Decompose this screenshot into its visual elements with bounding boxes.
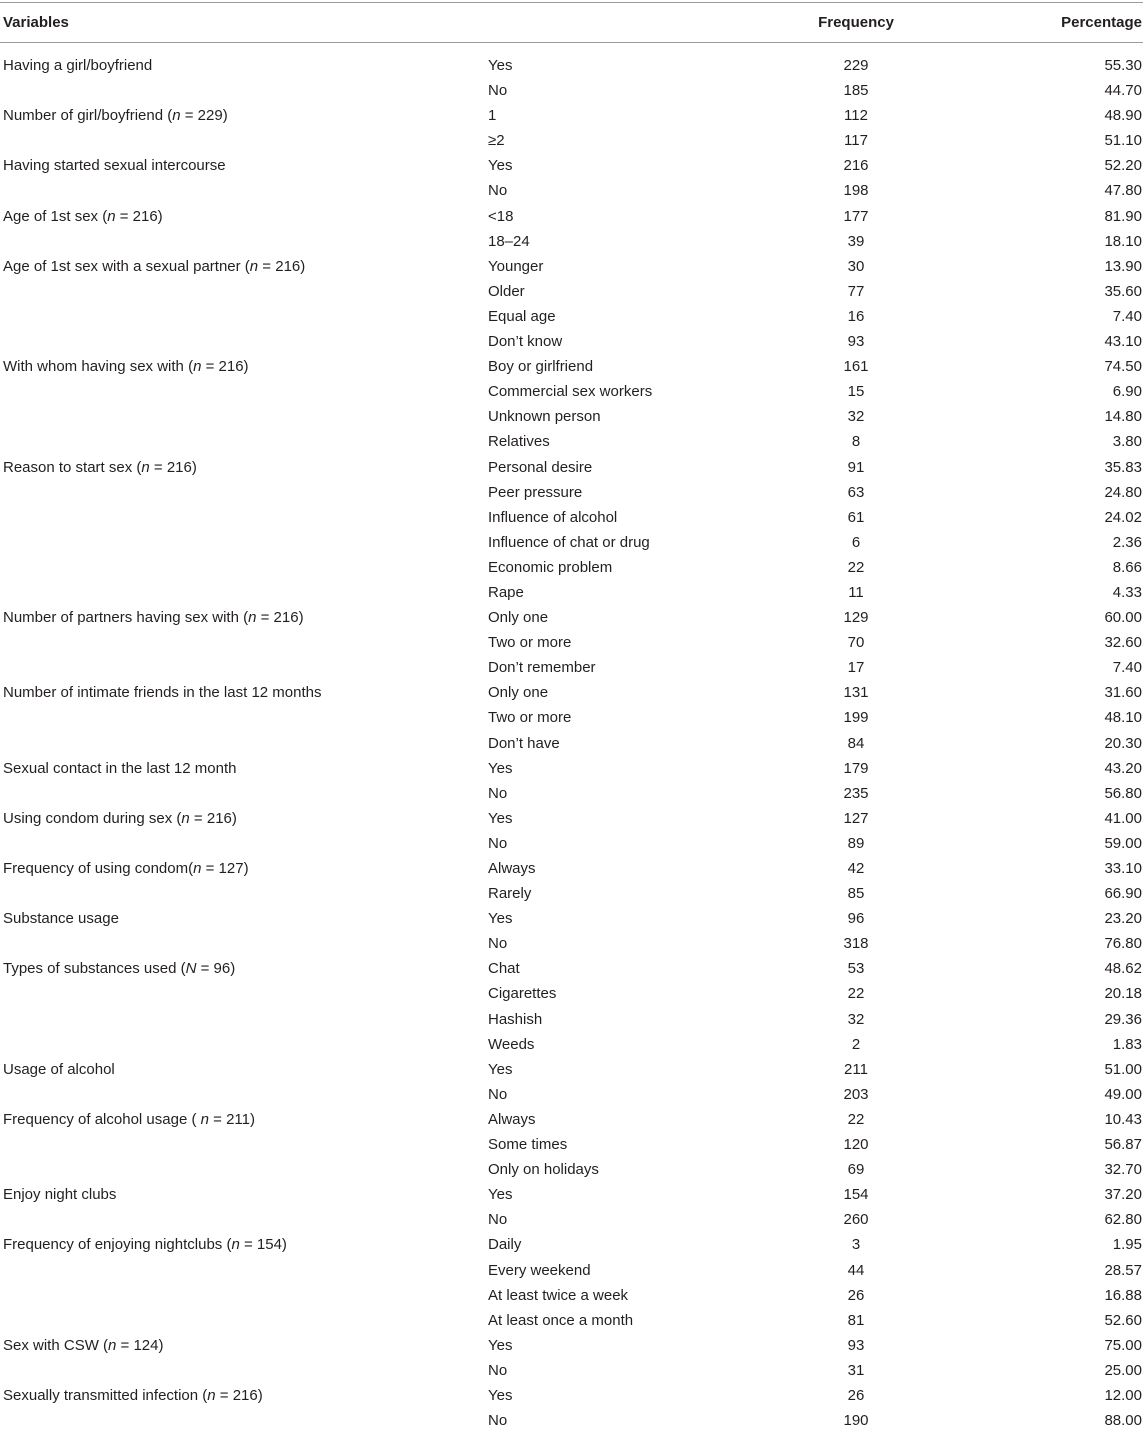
frequency-cell: 93 — [847, 333, 865, 351]
frequency-cell: 161 — [843, 358, 869, 376]
variable-cell: Number of intimate friends in the last 12 months — [3, 684, 322, 702]
category-cell: Personal desire — [488, 458, 593, 476]
table-row — [0, 580, 1143, 605]
category-cell: ≥2 — [488, 132, 505, 150]
frequency-cell: 81 — [847, 1311, 865, 1329]
frequency-cell: 190 — [843, 1412, 869, 1430]
category-cell: Yes — [488, 1336, 513, 1354]
category-cell: No — [488, 784, 508, 802]
percentage-cell: 35.83 — [1104, 458, 1142, 476]
category-cell: No — [488, 1361, 508, 1379]
table-row — [0, 1007, 1143, 1032]
percentage-cell: 29.36 — [1104, 1010, 1142, 1028]
percentage-cell: 35.60 — [1104, 282, 1142, 300]
frequency-cell: 39 — [847, 232, 865, 250]
frequency-cell: 22 — [847, 1110, 865, 1128]
percentage-cell: 48.10 — [1104, 709, 1142, 727]
category-cell: Weeds — [488, 1035, 535, 1053]
table-row — [0, 781, 1143, 806]
category-cell: Don’t remember — [488, 659, 596, 677]
frequency-cell: 32 — [847, 1010, 865, 1028]
category-cell: Every weekend — [488, 1261, 591, 1279]
frequency-cell: 85 — [847, 885, 865, 903]
frequency-cell: 127 — [843, 809, 869, 827]
category-cell: Unknown person — [488, 408, 601, 426]
category-cell: Economic problem — [488, 558, 613, 576]
column-header-variables: Variables — [3, 14, 69, 31]
table-row — [0, 103, 1143, 128]
percentage-cell: 41.00 — [1104, 809, 1142, 827]
percentage-cell: 55.30 — [1104, 57, 1142, 74]
table-row — [0, 153, 1143, 178]
category-cell: At least once a month — [488, 1311, 634, 1329]
percentage-cell: 52.20 — [1104, 157, 1142, 175]
percentage-cell: 60.00 — [1104, 609, 1142, 627]
column-header-percentage: Percentage — [1061, 14, 1142, 31]
frequency-cell: 26 — [847, 1386, 865, 1404]
category-cell: Daily — [488, 1236, 522, 1254]
percentage-cell: 75.00 — [1104, 1336, 1142, 1354]
frequency-cell: 63 — [847, 483, 865, 501]
frequency-cell: 11 — [848, 583, 864, 601]
frequency-cell: 229 — [843, 57, 869, 74]
percentage-cell: 3.80 — [1112, 433, 1142, 451]
table-row — [0, 354, 1143, 379]
category-cell: Peer pressure — [488, 483, 583, 501]
category-cell: Yes — [488, 809, 513, 827]
table-row — [0, 404, 1143, 429]
category-cell: No — [488, 834, 508, 852]
variable-cell: With whom having sex with (n = 216) — [3, 358, 249, 376]
category-cell: Two or more — [488, 709, 572, 727]
frequency-cell: 84 — [847, 734, 865, 752]
category-cell: Relatives — [488, 433, 550, 451]
frequency-cell: 235 — [843, 784, 869, 802]
percentage-cell: 56.87 — [1104, 1136, 1142, 1154]
table-row — [0, 480, 1143, 505]
frequency-cell: 17 — [847, 659, 865, 677]
category-cell: Yes — [488, 1060, 513, 1078]
frequency-cell: 44 — [847, 1261, 865, 1279]
category-cell: At least twice a week — [488, 1286, 629, 1304]
variable-cell: Sex with CSW (n = 124) — [3, 1336, 164, 1354]
category-cell: Chat — [488, 960, 520, 978]
category-cell: No — [488, 82, 508, 100]
percentage-cell: 20.30 — [1104, 734, 1142, 752]
percentage-cell: 62.80 — [1104, 1211, 1142, 1229]
percentage-cell: 51.10 — [1104, 132, 1142, 150]
table-row — [0, 1283, 1143, 1308]
category-cell: Always — [488, 1110, 536, 1128]
table-row — [0, 931, 1143, 956]
percentage-cell: 56.80 — [1104, 784, 1142, 802]
percentage-cell: 43.20 — [1104, 759, 1142, 777]
variable-cell: Reason to start sex (n = 216) — [3, 458, 197, 476]
frequency-cell: 42 — [847, 860, 865, 877]
variable-cell: Having started sexual intercourse — [3, 157, 226, 175]
category-cell: Influence of alcohol — [488, 508, 618, 526]
category-cell: Cigarettes — [488, 985, 557, 1003]
table-row — [0, 605, 1143, 630]
table-row — [0, 429, 1143, 454]
percentage-cell: 16.88 — [1104, 1286, 1142, 1304]
category-cell: Yes — [488, 157, 513, 175]
frequency-cell: 318 — [843, 935, 869, 953]
percentage-cell: 24.02 — [1104, 508, 1142, 526]
percentage-cell: 74.50 — [1104, 358, 1142, 376]
percentage-cell: 59.00 — [1104, 834, 1142, 852]
frequency-cell: 91 — [847, 458, 865, 476]
category-cell: Some times — [488, 1136, 568, 1154]
frequency-cell: 69 — [847, 1161, 865, 1179]
table-row — [0, 555, 1143, 580]
table-row — [0, 1107, 1143, 1132]
percentage-cell: 66.90 — [1104, 885, 1142, 903]
percentage-cell: 33.10 — [1104, 860, 1142, 877]
variable-cell: Frequency of enjoying nightclubs (n = 154) — [3, 1236, 287, 1254]
frequency-cell: 117 — [844, 132, 868, 150]
percentage-cell: 18.10 — [1104, 232, 1142, 250]
table-row — [0, 178, 1143, 203]
table-row — [0, 630, 1143, 655]
variable-cell: Age of 1st sex (n = 216) — [3, 207, 163, 225]
frequency-cell: 260 — [843, 1211, 869, 1229]
table-row — [0, 1258, 1143, 1283]
variable-cell: Number of girl/boyfriend (n = 229) — [3, 107, 228, 125]
category-cell: Rape — [488, 583, 524, 601]
frequency-cell: 112 — [844, 107, 868, 125]
percentage-cell: 88.00 — [1104, 1412, 1142, 1430]
frequency-cell: 96 — [847, 910, 865, 928]
table-row — [0, 806, 1143, 831]
variable-cell: Sexual contact in the last 12 month — [3, 759, 237, 777]
table-row — [0, 1082, 1143, 1107]
table-row — [0, 756, 1143, 781]
category-cell: No — [488, 1085, 508, 1103]
category-cell: Yes — [488, 759, 513, 777]
table-row — [0, 379, 1143, 404]
percentage-cell: 20.18 — [1104, 985, 1142, 1003]
category-cell: 18–24 — [488, 232, 530, 250]
frequency-cell: 203 — [843, 1085, 869, 1103]
percentage-cell: 37.20 — [1104, 1186, 1142, 1204]
variable-cell: Age of 1st sex with a sexual partner (n = 216) — [3, 257, 306, 275]
variable-cell: Sexually transmitted infection (n = 216) — [3, 1386, 263, 1404]
table-row — [0, 831, 1143, 856]
percentage-cell: 14.80 — [1104, 408, 1142, 426]
percentage-cell: 47.80 — [1104, 182, 1142, 200]
table-row — [0, 1383, 1143, 1408]
category-cell: Older — [488, 282, 525, 300]
table-row — [0, 53, 1143, 78]
frequency-cell: 32 — [847, 408, 865, 426]
variable-cell: Enjoy night clubs — [3, 1186, 117, 1204]
percentage-cell: 23.20 — [1104, 910, 1142, 928]
percentage-cell: 48.62 — [1104, 960, 1142, 978]
frequency-cell: 93 — [847, 1336, 865, 1354]
category-cell: Yes — [488, 57, 513, 74]
variable-cell: Substance usage — [3, 910, 119, 928]
category-cell: Only one — [488, 684, 549, 702]
frequency-cell: 199 — [843, 709, 869, 727]
percentage-cell: 24.80 — [1104, 483, 1142, 501]
table-row — [0, 1358, 1143, 1383]
variable-cell: Number of partners having sex with (n = 216) — [3, 609, 304, 627]
category-cell: Rarely — [488, 885, 532, 903]
variable-cell: Frequency of alcohol usage ( n = 211) — [3, 1110, 255, 1128]
category-cell: Don’t know — [488, 333, 563, 351]
frequency-cell: 216 — [843, 157, 869, 175]
percentage-cell: 7.40 — [1112, 659, 1142, 677]
table-row — [0, 655, 1143, 680]
percentage-cell: 2.36 — [1112, 533, 1142, 551]
category-cell: Two or more — [488, 634, 572, 652]
table-row — [0, 279, 1143, 304]
frequency-cell: 179 — [843, 759, 869, 777]
frequency-cell: 53 — [847, 960, 865, 978]
percentage-cell: 7.40 — [1112, 307, 1142, 325]
frequency-cell: 177 — [843, 207, 869, 225]
percentage-cell: 31.60 — [1104, 684, 1142, 702]
frequency-cell: 15 — [847, 383, 865, 401]
table-row — [0, 1157, 1143, 1182]
category-cell: Boy or girlfriend — [488, 358, 594, 376]
category-cell: 1 — [488, 107, 497, 125]
percentage-cell: 1.83 — [1112, 1035, 1142, 1053]
frequency-cell: 120 — [843, 1136, 869, 1154]
table-row — [0, 680, 1143, 705]
category-cell: Yes — [488, 1186, 513, 1204]
table-row — [0, 1333, 1143, 1358]
category-cell: Equal age — [488, 307, 556, 325]
category-cell: Younger — [488, 257, 544, 275]
table-row — [0, 1132, 1143, 1157]
category-cell: Only one — [488, 609, 549, 627]
frequency-cell: 16 — [847, 307, 865, 325]
table-row — [0, 1057, 1143, 1082]
table-row — [0, 254, 1143, 279]
column-header-frequency: Frequency — [818, 14, 894, 31]
frequency-cell: 70 — [847, 634, 865, 652]
table-row — [0, 906, 1143, 931]
frequency-cell: 22 — [847, 558, 865, 576]
table-row — [0, 1182, 1143, 1207]
frequency-cell: 77 — [847, 282, 865, 300]
percentage-cell: 1.95 — [1112, 1236, 1142, 1254]
percentage-cell: 6.90 — [1112, 383, 1142, 401]
category-cell: <18 — [488, 207, 514, 225]
table-row — [0, 128, 1143, 153]
percentage-cell: 49.00 — [1104, 1085, 1142, 1103]
category-cell: Yes — [488, 1386, 513, 1404]
frequency-cell: 2 — [851, 1035, 861, 1053]
frequency-cell: 61 — [847, 508, 865, 526]
header-divider — [0, 42, 1143, 43]
category-cell: Don’t have — [488, 734, 560, 752]
table-row — [0, 1308, 1143, 1333]
frequency-cell: 89 — [847, 834, 865, 852]
percentage-cell: 28.57 — [1104, 1261, 1142, 1279]
table-row — [0, 204, 1143, 229]
percentage-cell: 43.10 — [1104, 333, 1142, 351]
table-row — [0, 705, 1143, 730]
category-cell: No — [488, 1412, 508, 1430]
frequency-cell: 22 — [847, 985, 865, 1003]
category-cell: Always — [488, 860, 536, 877]
percentage-cell: 13.90 — [1104, 257, 1142, 275]
category-cell: Hashish — [488, 1010, 543, 1028]
category-cell: Commercial sex workers — [488, 383, 653, 401]
percentage-cell: 48.90 — [1104, 107, 1142, 125]
percentage-cell: 8.66 — [1112, 558, 1142, 576]
variable-cell: Usage of alcohol — [3, 1060, 115, 1078]
table-row — [0, 329, 1143, 354]
table-row — [0, 731, 1143, 756]
variable-cell: Types of substances used (N = 96) — [3, 960, 236, 978]
frequency-cell: 3 — [851, 1236, 861, 1254]
frequency-cell: 30 — [847, 257, 865, 275]
frequency-cell: 31 — [847, 1361, 865, 1379]
table-row — [0, 229, 1143, 254]
variable-cell: Frequency of using condom(n = 127) — [3, 860, 249, 877]
table-row — [0, 304, 1143, 329]
table-top-rule — [0, 2, 1143, 3]
table-row — [0, 78, 1143, 103]
table-row — [0, 1207, 1143, 1232]
percentage-cell: 32.60 — [1104, 634, 1142, 652]
table-row — [0, 1032, 1143, 1057]
frequency-cell: 185 — [843, 82, 869, 100]
category-cell: No — [488, 1211, 508, 1229]
frequency-cell: 131 — [843, 684, 869, 702]
table-row — [0, 530, 1143, 555]
frequency-cell: 8 — [851, 433, 861, 451]
percentage-cell: 51.00 — [1104, 1060, 1142, 1078]
table-row — [0, 505, 1143, 530]
variable-cell: Having a girl/boyfriend — [3, 57, 153, 74]
category-cell: Influence of chat or drug — [488, 533, 650, 551]
table-row — [0, 455, 1143, 480]
table-row — [0, 981, 1143, 1006]
category-cell: No — [488, 935, 508, 953]
variable-cell: Using condom during sex (n = 216) — [3, 809, 237, 827]
percentage-cell: 76.80 — [1104, 935, 1142, 953]
category-cell: No — [488, 182, 508, 200]
percentage-cell: 32.70 — [1104, 1161, 1142, 1179]
frequency-cell: 26 — [847, 1286, 865, 1304]
percentage-cell: 12.00 — [1104, 1386, 1142, 1404]
frequency-cell: 154 — [843, 1186, 869, 1204]
percentage-cell: 52.60 — [1104, 1311, 1142, 1329]
frequency-cell: 6 — [851, 533, 861, 551]
frequency-cell: 129 — [843, 609, 869, 627]
table-row — [0, 881, 1143, 906]
percentage-cell: 44.70 — [1104, 82, 1142, 100]
percentage-cell: 4.33 — [1112, 583, 1142, 601]
percentage-cell: 10.43 — [1104, 1110, 1142, 1128]
frequency-cell: 198 — [843, 182, 869, 200]
table-row — [0, 856, 1143, 881]
frequency-cell: 211 — [844, 1060, 868, 1078]
table-row — [0, 956, 1143, 981]
table-row — [0, 1408, 1143, 1433]
table-row — [0, 1232, 1143, 1257]
percentage-cell: 25.00 — [1104, 1361, 1142, 1379]
category-cell: Yes — [488, 910, 513, 928]
percentage-cell: 81.90 — [1104, 207, 1142, 225]
category-cell: Only on holidays — [488, 1161, 599, 1179]
table-body — [0, 53, 1143, 1433]
